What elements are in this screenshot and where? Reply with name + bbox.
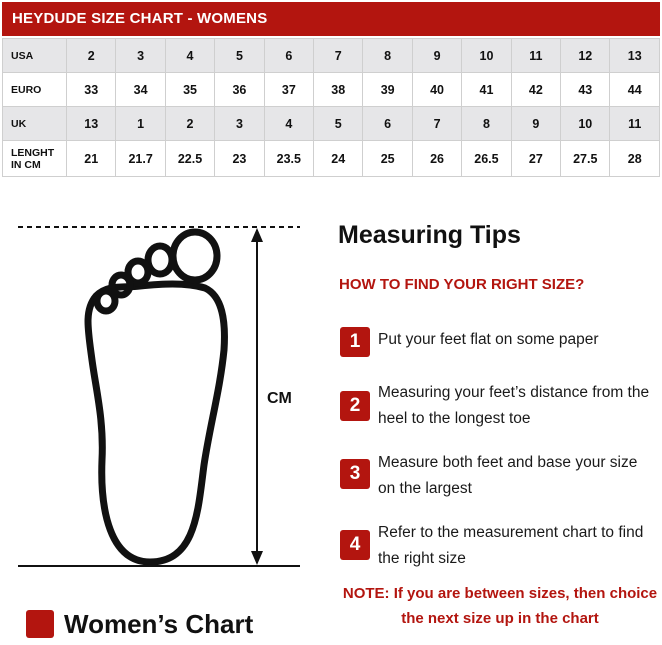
table-cell: 21 [67, 141, 116, 177]
table-cell: 37 [264, 73, 313, 107]
table-cell: 21.7 [116, 141, 165, 177]
table-cell: 44 [610, 73, 660, 107]
step-1-number-badge: 1 [340, 327, 370, 357]
table-cell: 28 [610, 141, 660, 177]
table-cell: 33 [67, 73, 116, 107]
table-cell: 22.5 [165, 141, 214, 177]
step-4-number-badge: 4 [340, 530, 370, 560]
table-cell: 6 [264, 39, 313, 73]
arrow-head-top [251, 228, 263, 242]
table-cell: 35 [165, 73, 214, 107]
step-4-text: Refer to the measurement chart to find the right size [378, 524, 644, 567]
tips-subtitle: HOW TO FIND YOUR RIGHT SIZE? [339, 276, 585, 293]
legend-label: Women’s Chart [64, 609, 254, 639]
chart-title: HEYDUDE SIZE CHART - WOMENS [12, 10, 268, 27]
table-cell: 42 [511, 73, 560, 107]
table-cell: 4 [165, 39, 214, 73]
table-cell: 6 [363, 107, 412, 141]
table-cell: 41 [462, 73, 511, 107]
table-cell: 8 [462, 107, 511, 141]
table-cell: 13 [610, 39, 660, 73]
table-cell: 13 [67, 107, 116, 141]
table-cell: 24 [314, 141, 363, 177]
table-cell: 23.5 [264, 141, 313, 177]
step-2-text: Measuring your feet’s distance from the heel to the longest toe [378, 384, 650, 427]
table-cell: 5 [314, 107, 363, 141]
table-cell: 5 [215, 39, 264, 73]
table-cell: 25 [363, 141, 412, 177]
table-cell: 2 [67, 39, 116, 73]
table-row [3, 141, 660, 177]
size-table [2, 38, 660, 177]
row-label: UK [3, 107, 67, 141]
table-cell: 26.5 [462, 141, 511, 177]
row-label: LENGHT IN CM [3, 141, 67, 177]
step-2-number-badge: 2 [340, 391, 370, 421]
table-cell: 10 [462, 39, 511, 73]
legend-swatch [26, 610, 54, 638]
table-cell: 1 [116, 107, 165, 141]
table-row [3, 39, 660, 73]
table-cell: 9 [412, 39, 461, 73]
table-cell: 38 [314, 73, 363, 107]
table-cell: 43 [561, 73, 610, 107]
row-label: USA [3, 39, 67, 73]
table-cell: 2 [165, 107, 214, 141]
arrow-head-bottom [251, 551, 263, 565]
table-cell: 7 [314, 39, 363, 73]
table-cell: 40 [412, 73, 461, 107]
table-cell: 9 [511, 107, 560, 141]
table-cell: 39 [363, 73, 412, 107]
table-cell: 36 [215, 73, 264, 107]
table-row [3, 107, 660, 141]
table-cell: 11 [511, 39, 560, 73]
table-cell: 27.5 [561, 141, 610, 177]
row-label: EURO [3, 73, 67, 107]
table-cell: 8 [363, 39, 412, 73]
foot-outline [88, 232, 224, 562]
table-cell: 3 [116, 39, 165, 73]
table-cell: 11 [610, 107, 660, 141]
step-3-number-badge: 3 [340, 459, 370, 489]
step-1-text: Put your feet flat on some paper [378, 331, 599, 348]
table-cell: 26 [412, 141, 461, 177]
chart-title-banner [2, 2, 660, 36]
table-cell: 23 [215, 141, 264, 177]
table-cell: 10 [561, 107, 610, 141]
table-cell: 12 [561, 39, 610, 73]
step-3-text: Measure both feet and base your size on the largest [378, 454, 638, 497]
table-cell: 34 [116, 73, 165, 107]
sizing-note: NOTE: If you are between sizes, then choice the next size up in the chart [342, 585, 658, 627]
table-cell: 4 [264, 107, 313, 141]
tips-title: Measuring Tips [338, 221, 521, 249]
table-cell: 3 [215, 107, 264, 141]
table-cell: 7 [412, 107, 461, 141]
measure-label: CM [267, 390, 292, 407]
table-cell: 27 [511, 141, 560, 177]
table-row [3, 73, 660, 107]
